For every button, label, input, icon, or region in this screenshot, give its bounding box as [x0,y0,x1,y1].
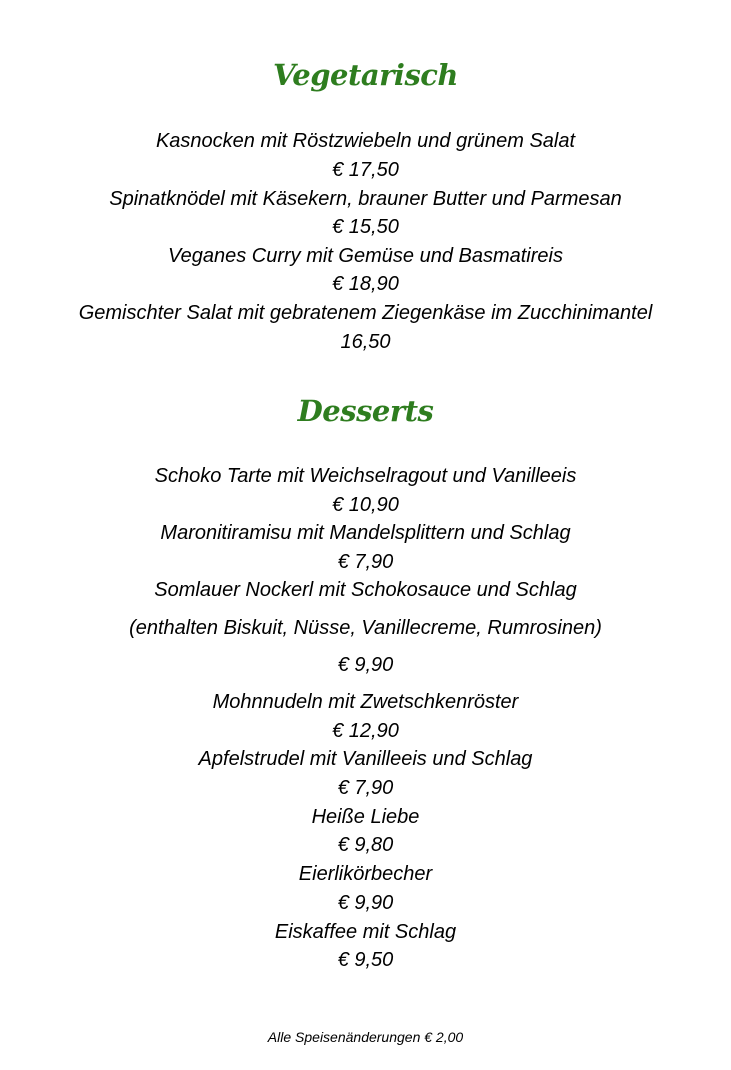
menu-item-price: € 7,90 [337,551,394,573]
menu-item-price: € 9,90 [337,892,394,914]
menu-item-note: (enthalten Biskuit, Nüsse, Vanillecreme, Rumrosinen) [129,617,602,639]
menu-item-name: Somlauer Nockerl mit Schokosauce und Schlag [154,579,577,601]
menu-item-price: € 7,90 [337,777,394,799]
menu-item-price: € 17,50 [332,159,399,181]
menu-item-name: Heiße Liebe [311,806,420,828]
section-title-vegetarisch: Vegetarisch [272,58,459,92]
menu-item-name: Maronitiramisu mit Mandelsplittern und Schlag [160,522,571,544]
menu-item-price: € 9,80 [337,834,394,856]
menu-item-name: Apfelstrudel mit Vanilleeis und Schlag [198,748,533,770]
menu-item-price: € 12,90 [332,720,399,742]
menu-item-name: Schoko Tarte mit Weichselragout und Vanilleeis [154,465,577,487]
menu-item-name: Gemischter Salat mit gebratenem Ziegenkäse im Zucchinimantel [78,302,653,324]
menu-item-name: Eierlikörbecher [298,863,433,885]
menu-item-price: € 18,90 [332,273,399,295]
menu-item-price: € 10,90 [332,494,399,516]
menu-item-name: Mohnnudeln mit Zwetschkenröster [212,691,519,713]
menu-item-name: Spinatknödel mit Käsekern, brauner Butter und Parmesan [109,188,622,210]
menu-item-price: € 9,90 [337,654,394,676]
footer-note: Alle Speisenänderungen € 2,00 [267,1029,464,1045]
menu-item-name: Kasnocken mit Röstzwiebeln und grünem Salat [155,130,576,152]
menu-item-name: Eiskaffee mit Schlag [274,921,457,943]
section-title-desserts: Desserts [297,394,434,428]
menu-item-price: 16,50 [340,331,391,353]
menu-item-price: € 9,50 [337,949,394,971]
menu-item-price: € 15,50 [332,216,399,238]
menu-item-name: Veganes Curry mit Gemüse und Basmatireis [168,245,563,267]
